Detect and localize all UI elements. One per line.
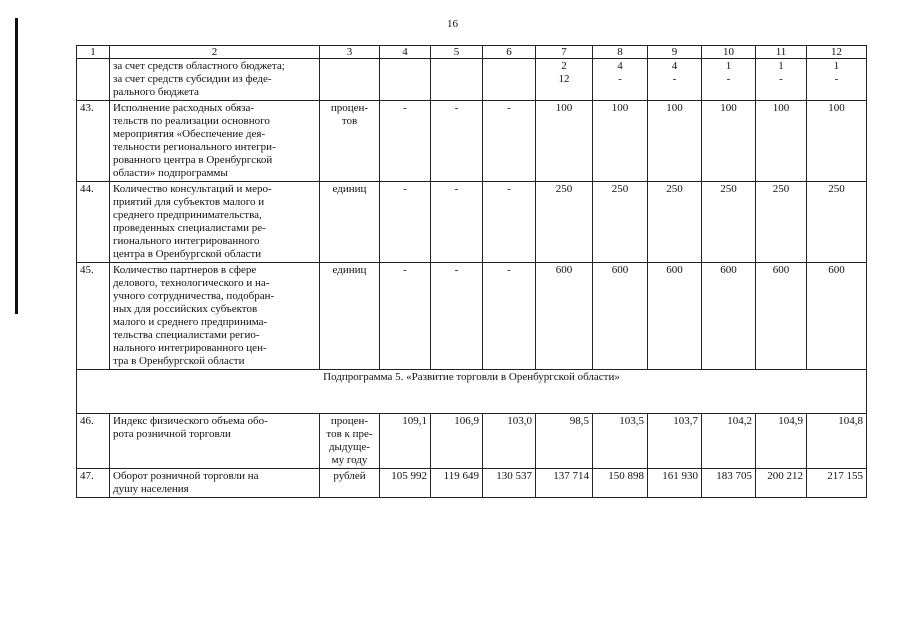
value-cell: 104,2 [702,414,756,469]
value-cell: 150 898 [593,469,648,498]
value-cell: 1 - [807,59,867,101]
value-cell: 100 [593,101,648,182]
header-cell: 1 [77,46,110,59]
header-cell: 8 [593,46,648,59]
value-cell: 600 [756,263,807,370]
value-cell: 183 705 [702,469,756,498]
table-row-47 [77,469,867,498]
value-cell: 250 [593,182,648,263]
value-cell: 137 714 [536,469,593,498]
table-row-43 [77,101,867,182]
value-cell [431,59,483,101]
value-cell: 250 [536,182,593,263]
value-cell: 130 537 [483,469,536,498]
unit-cell: рублей [320,469,380,498]
value-cell: 250 [807,182,867,263]
value-cell: 4 - [648,59,702,101]
value-cell: 98,5 [536,414,593,469]
value-cell: - [380,263,431,370]
unit-cell: единиц [320,182,380,263]
value-cell: 100 [702,101,756,182]
unit-cell: единиц [320,263,380,370]
value-cell: - [483,182,536,263]
header-cell: 4 [380,46,431,59]
header-cell: 7 [536,46,593,59]
value-cell: 103,7 [648,414,702,469]
row-name-cell: Оборот розничной торговли на душу населения [110,469,320,498]
value-cell: - [380,182,431,263]
value-cell: 1 - [756,59,807,101]
value-cell [483,59,536,101]
header-cell: 10 [702,46,756,59]
value-cell: - [431,101,483,182]
value-cell: 104,8 [807,414,867,469]
value-cell [380,59,431,101]
value-cell: 100 [648,101,702,182]
row-number-cell: 46. [77,414,110,469]
page-number: 16 [447,18,458,30]
row-number-cell: 43. [77,101,110,182]
value-cell: 250 [702,182,756,263]
section-row [77,370,867,414]
table-row-continuation [77,59,867,101]
header-cell: 5 [431,46,483,59]
value-cell: - [431,182,483,263]
value-cell: 106,9 [431,414,483,469]
value-cell: - [380,101,431,182]
section-title: Подпрограмма 5. «Развитие торговли в Оренбургской области» [77,370,867,414]
value-cell: 600 [648,263,702,370]
row-name-cell: Индекс физического объема обо- рота розничной торговли [110,414,320,469]
value-cell: 100 [807,101,867,182]
row-number-cell: 47. [77,469,110,498]
value-cell: 600 [702,263,756,370]
row-name-cell: Количество консультаций и меро- приятий для субъектов малого и среднего предпринимательства, проведенных специалистами ре- гионального интегрированного центра в Оренбургской области [110,182,320,263]
value-cell: 161 930 [648,469,702,498]
table-row-44 [77,182,867,263]
value-cell: 2 12 [536,59,593,101]
table-row-45 [77,263,867,370]
row-name-cell: Исполнение расходных обяза- тельств по реализации основного мероприятия «Обеспечение дея- тельности регионального интегри- рованного центра в Оренбургской области» подпрограммы [110,101,320,182]
value-cell: 600 [593,263,648,370]
value-cell: 4 - [593,59,648,101]
value-cell: 100 [536,101,593,182]
header-cell: 2 [110,46,320,59]
header-cell: 3 [320,46,380,59]
value-cell: 103,0 [483,414,536,469]
value-cell: 100 [756,101,807,182]
row-number-cell [77,59,110,101]
unit-cell: процен- тов к пре- дыдуще- му году [320,414,380,469]
value-cell: 109,1 [380,414,431,469]
header-cell: 11 [756,46,807,59]
value-cell: 600 [536,263,593,370]
value-cell: 119 649 [431,469,483,498]
unit-cell [320,59,380,101]
left-margin-bar [15,18,18,314]
value-cell: - [483,101,536,182]
value-cell: 104,9 [756,414,807,469]
row-number-cell: 44. [77,182,110,263]
table-row-46 [77,414,867,469]
value-cell: 103,5 [593,414,648,469]
indicators-table [76,45,867,498]
value-cell: 250 [756,182,807,263]
row-number-cell: 45. [77,263,110,370]
row-name-cell: Количество партнеров в сфере делового, технологического и на- учного сотрудничества, подобран- ных для российских субъектов малого и среднего предпринима- тельства специалистами регио- нального интегрированного цен- тра в Оренбургской области [110,263,320,370]
value-cell: - [431,263,483,370]
header-cell: 6 [483,46,536,59]
unit-cell: процен- тов [320,101,380,182]
value-cell: 200 212 [756,469,807,498]
header-cell: 9 [648,46,702,59]
value-cell: 217 155 [807,469,867,498]
value-cell: - [483,263,536,370]
header-cell: 12 [807,46,867,59]
value-cell: 1 - [702,59,756,101]
value-cell: 250 [648,182,702,263]
column-number-header [77,46,867,59]
value-cell: 600 [807,263,867,370]
row-name-cell: за счет средств областного бюджета; за счет средств субсидии из феде- рального бюджета [110,59,320,101]
value-cell: 105 992 [380,469,431,498]
